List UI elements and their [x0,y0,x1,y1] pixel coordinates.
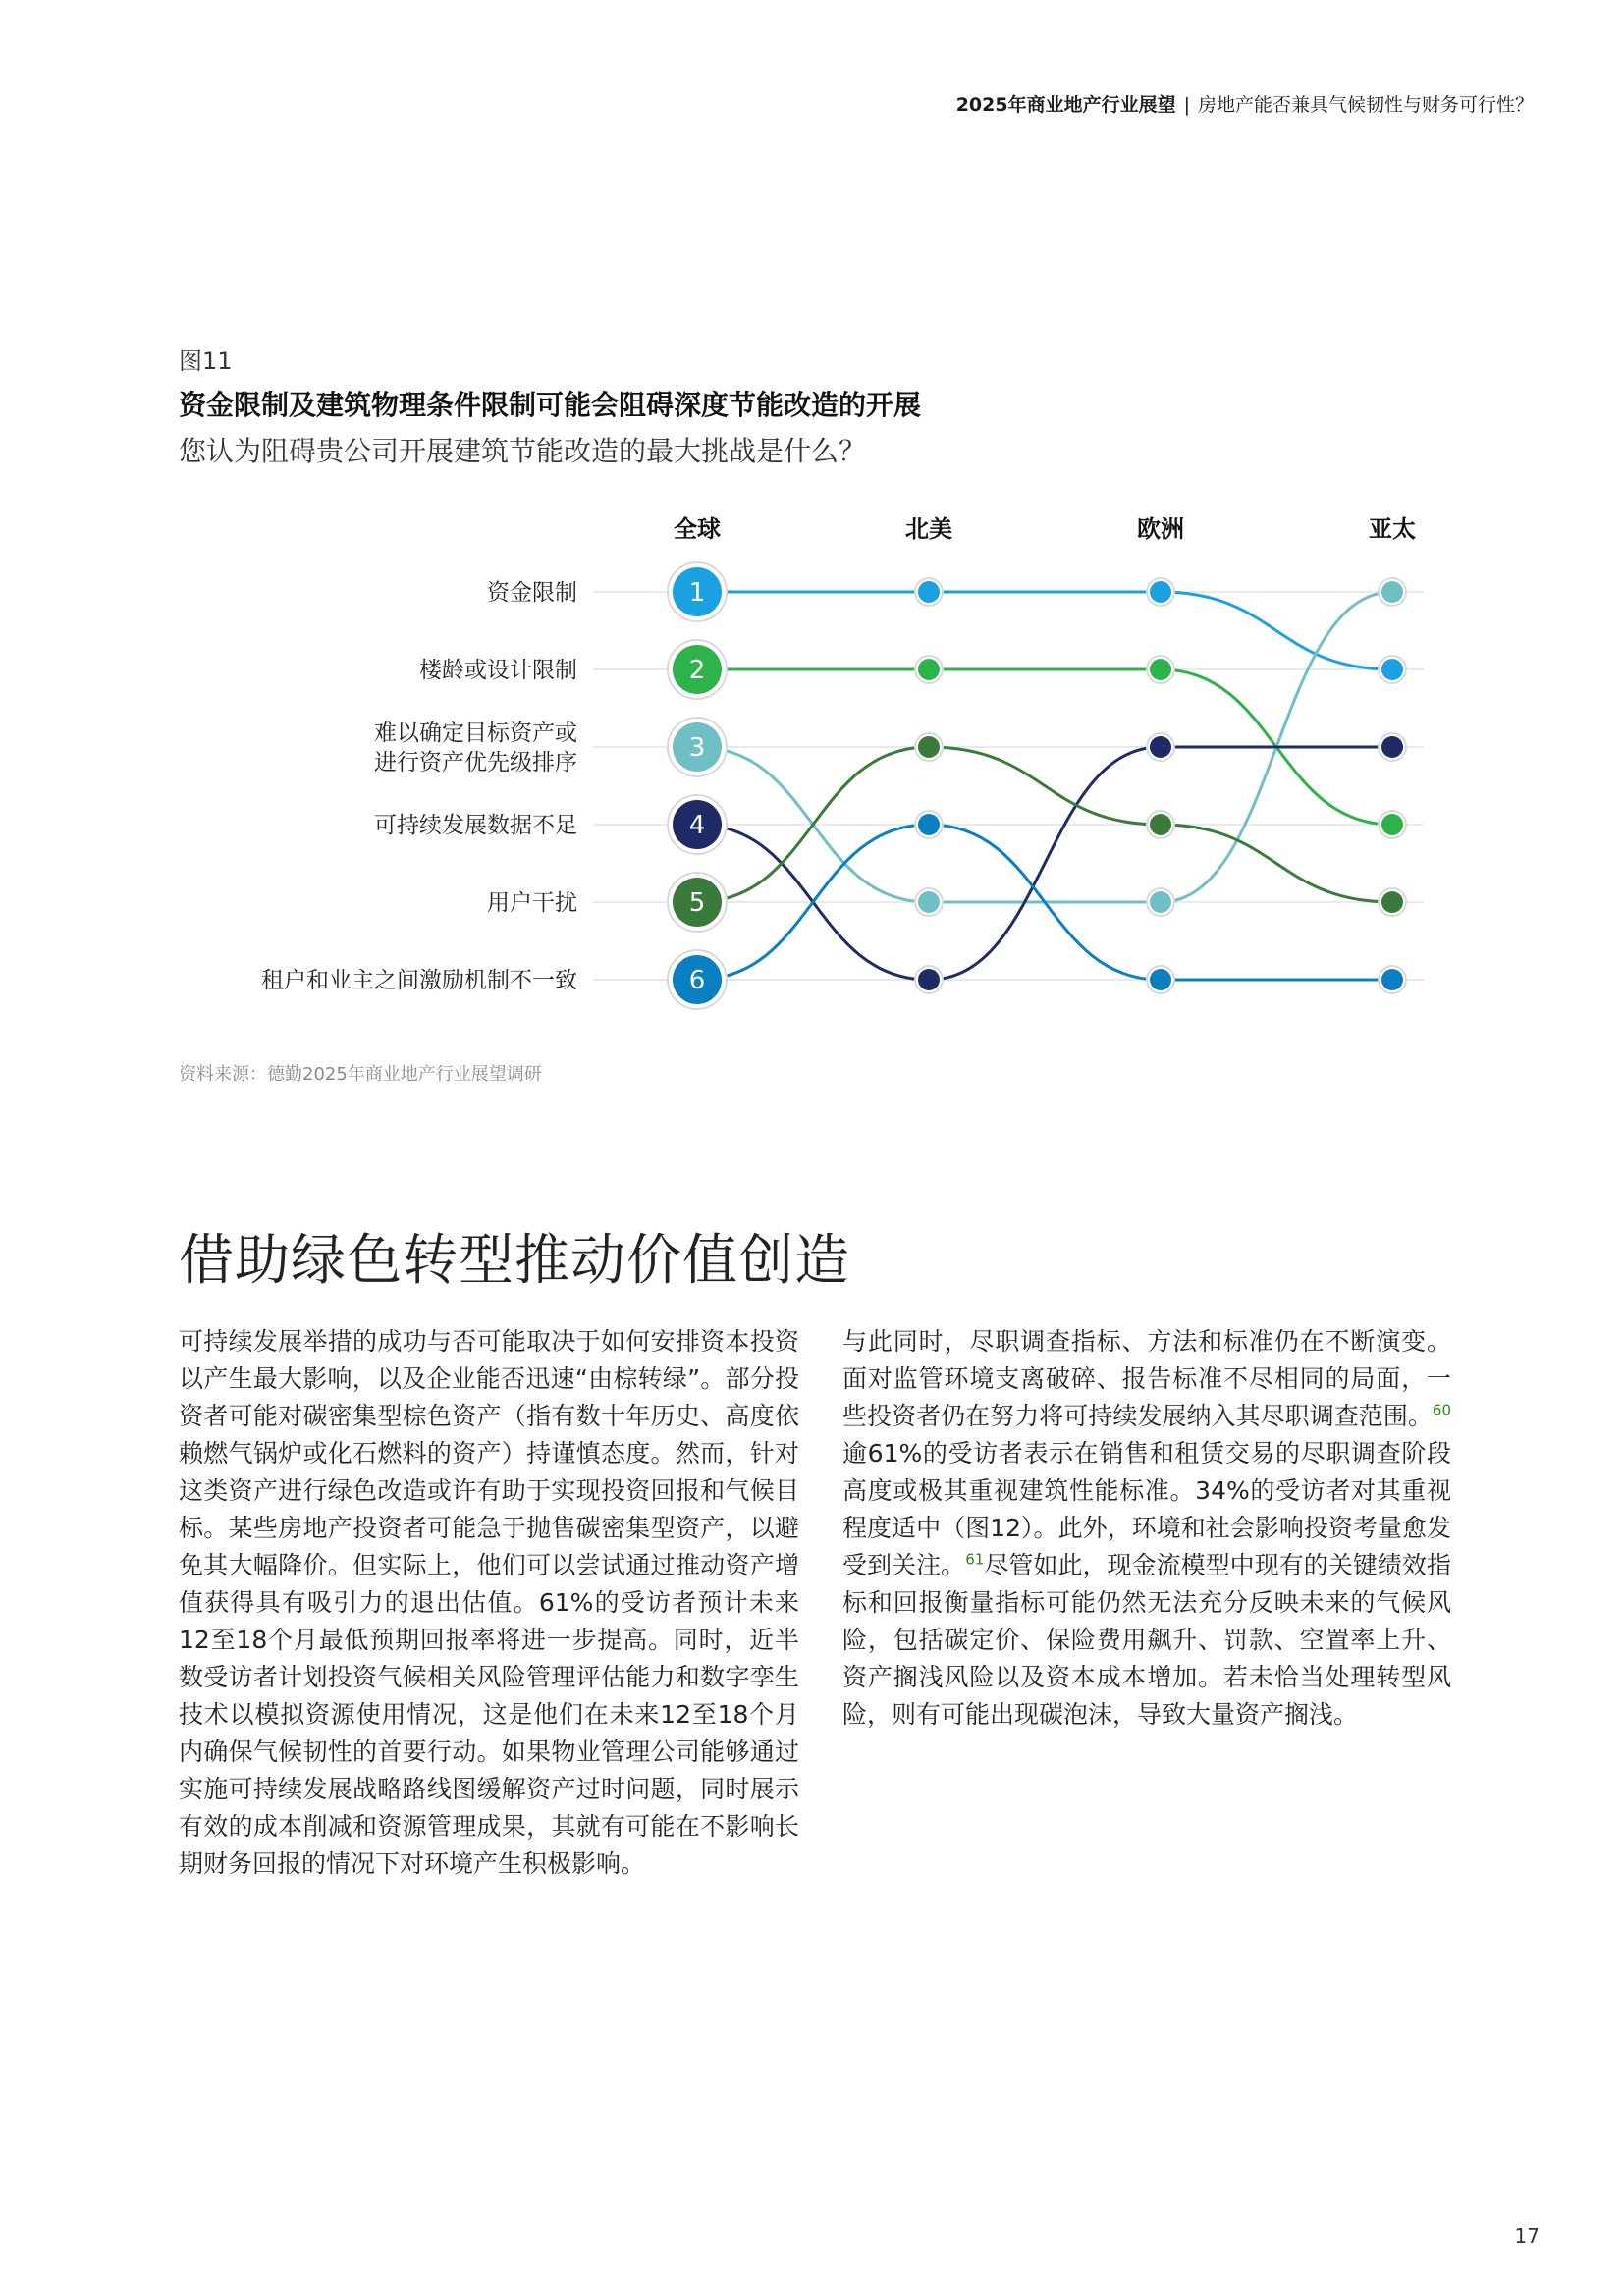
body-right-part2: 逾61%的受访者表示在销售和租赁交易的尽职调查阶段高度或极其重视建筑性能标准。34%的受访者对其重视程度适中（图12）。此外，环境和社会影响投资考量愈发受到关注。 [842,1439,1451,1579]
rank-badge [668,873,727,932]
rank-badge-number: 5 [688,888,706,918]
series-point [915,811,943,838]
running-header [956,90,1534,117]
rank-badge-number: 4 [688,811,706,840]
series-point [1379,578,1406,606]
series-point [1379,811,1406,838]
rank-badge-number: 3 [688,733,706,763]
header-separator: | [1183,94,1190,116]
column-header: 全球 [674,515,721,543]
category-label: 资金限制 [487,580,577,606]
page-number: 17 [1514,2224,1540,2248]
header-report-subtitle: 房地产能否兼具气候韧性与财务可行性？ [1197,94,1534,116]
series-point [1379,656,1406,683]
body-paragraph-right [842,1323,1451,1734]
rank-badge [668,950,727,1009]
series-point [1379,966,1406,993]
series-point [1379,733,1406,761]
series-point [1147,811,1174,838]
rank-badge-number: 2 [688,656,706,685]
series-line [697,747,1392,980]
rank-badge-number: 6 [688,966,706,995]
rank-badge-number: 1 [688,578,706,608]
series-point [915,966,943,993]
body-right-part3: 尽管如此，现金流模型中现有的关键绩效指标和回报衡量指标可能仍然无法充分反映未来的气候风险，包括碳定价、保险费用飙升、罚款、空置率上升、资产搁浅风险以及资本成本增加。若未恰当处理转型风险，则有可能出现碳泡沫，导致大量资产搁浅。 [842,1551,1451,1729]
series-point [915,733,943,761]
column-header: 亚太 [1369,515,1416,543]
body-column-right [842,1323,1451,1734]
figure-label: 图11 [179,347,233,375]
series-point [1147,656,1174,683]
series-point [1147,966,1174,993]
rank-badge [668,795,727,854]
rank-badge [668,562,727,621]
footnote-ref-60[interactable]: 60 [1432,1401,1451,1419]
figure-title: 资金限制及建筑物理条件限制可能会阻碍深度节能改造的开展 [179,389,922,421]
series-point [1147,733,1174,761]
figure-source: 资料来源：德勤2025年商业地产行业展望调研 [179,1064,542,1085]
series-point [915,578,943,606]
body-right-part1: 与此同时，尽职调查指标、方法和标准仍在不断演变。面对监管环境支离破碎、报告标准不尽相同的局面，一些投资者仍在努力将可持续发展纳入其尽职调查范围。 [842,1327,1451,1430]
series-point [915,656,943,683]
series-point [1147,888,1174,916]
footnote-ref-61[interactable]: 61 [965,1550,985,1569]
column-header: 欧洲 [1137,515,1184,543]
series-point [1379,888,1406,916]
category-label: 难以确定目标资产或 [374,721,577,746]
bump-chart-svg [0,491,1624,1021]
rank-badge [668,718,727,776]
category-label: 用户干扰 [487,890,577,916]
category-label: 进行资产优先级排序 [374,750,577,775]
bump-chart [0,491,1624,1025]
header-report-title: 2025年商业地产行业展望 [955,94,1176,116]
figure-subtitle: 您认为阻碍贵公司开展建筑节能改造的最大挑战是什么？ [179,435,867,467]
body-column-left [179,1323,799,1883]
category-label: 可持续发展数据不足 [374,813,577,838]
series-point [915,888,943,916]
rank-badge [668,640,727,699]
category-label: 租户和业主之间激励机制不一致 [261,968,577,993]
body-paragraph-left: 可持续发展举措的成功与否可能取决于如何安排资本投资以产生最大影响，以及企业能否迅速“由棕转绿”。部分投资者可能对碳密集型棕色资产（指有数十年历史、高度依赖燃气锅炉或化石燃料的资产）持谨慎态度。然而，针对这类资产进行绿色改造或许有助于实现投资回报和气候目标。某些房地产投资者可能急于抛售碳密集型资产，以避免其大幅降价。但实际上，他们可以尝试通过推动资产增值获得具有吸引力的退出估值。61%的受访者预计未来12至18个月最低预期回报率将进一步提高。同时，近半数受访者计划投资气候相关风险管理评估能力和数字孪生技术以模拟资源使用情况，这是他们在未来12至18个月内确保气候韧性的首要行动。如果物业管理公司能够通过实施可持续发展战略路线图缓解资产过时问题，同时展示有效的成本削减和资源管理成果，其就有可能在不影响长期财务回报的情况下对环境产生积极影响。 [179,1327,799,1878]
series-point [1147,578,1174,606]
series-line [697,592,1392,669]
column-header: 北美 [905,515,952,543]
category-label: 楼龄或设计限制 [419,658,577,683]
section-title: 借助绿色转型推动价值创造 [179,1228,850,1293]
